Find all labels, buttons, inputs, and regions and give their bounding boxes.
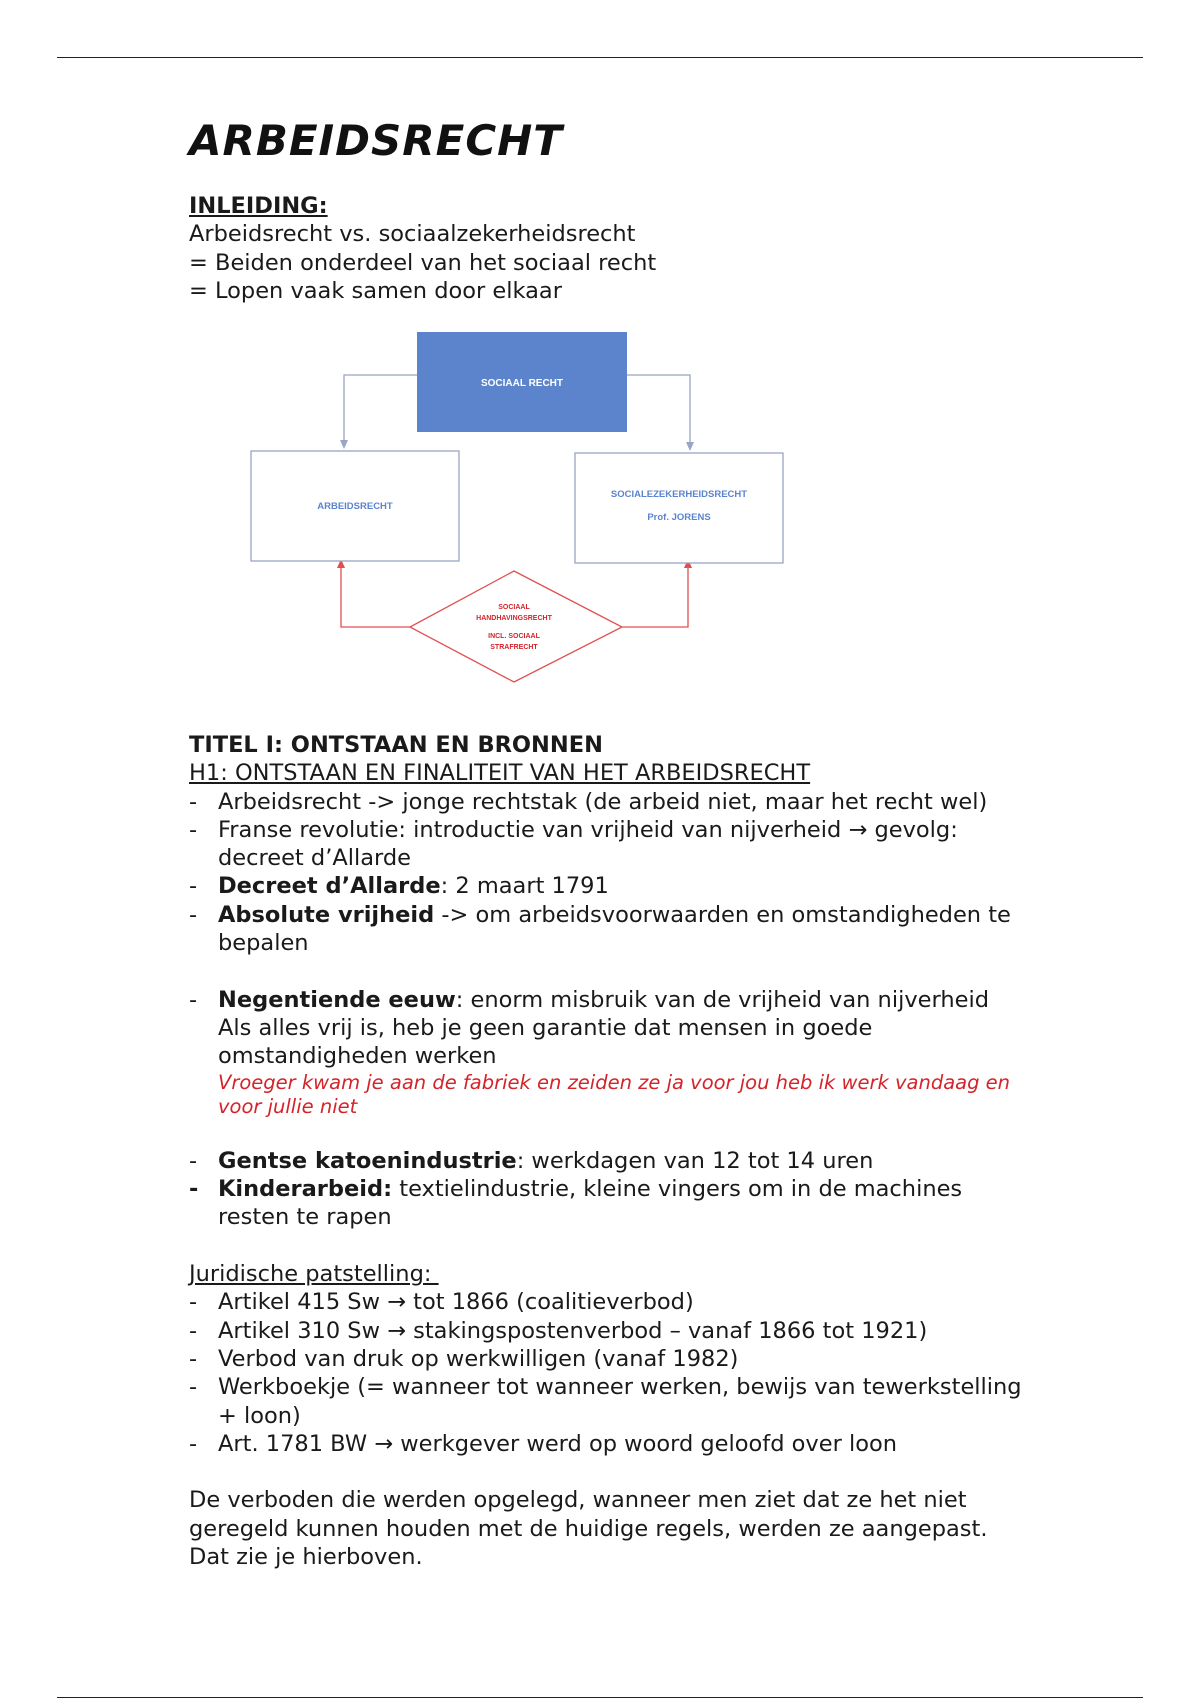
titel-heading: TITEL I: ONTSTAAN EN BRONNEN [189,732,603,758]
list-item: - Artikel 310 Sw → stakingspostenverbod – vanaf 1866 tot 1921) [189,1317,1089,1345]
sociaal-recht-diagram [222,318,812,696]
connector-top-left [344,375,417,443]
document-title: ARBEIDSRECHT [189,116,563,165]
intro-line: Arbeidsrecht vs. sociaalzekerheidsrecht [189,221,636,248]
titel-section [189,731,1089,1571]
list-item: - Werkboekje (= wanneer tot wanneer werken, bewijs van tewerkstelling + loon) [189,1373,1089,1430]
diamond-label-1: SOCIAAL [498,604,530,611]
list-item: - Art. 1781 BW → werkgever werd op woord geloofd over loon [189,1430,1089,1458]
box-socialezekerheidsrecht [575,453,783,563]
spacer [189,957,1089,985]
spacer [189,1119,1089,1147]
juridische-list [189,1288,1089,1458]
spacer [189,1232,1089,1260]
list-item: - Verbod van druk op werkwilligen (vanaf 1982) [189,1345,1089,1373]
list-item: - Absolute vrijheid -> om arbeidsvoorwaarden en omstandigheden te bepalen [189,901,1089,958]
list-item: - Negentiende eeuw: enorm misbruik van de vrijheid van nijverheid Als alles vrij is, heb je geen garantie dat mensen in goede omstandigheden werken Vroeger kwam je aan de fabriek en zeiden ze ja voor jou heb ik werk vandaag en voor jullie niet [189,986,1089,1119]
diamond-label-4: STRAFRECHT [490,644,538,651]
box-prof-label: Prof. JORENS [647,512,711,523]
list-item: - Kinderarbeid: textielindustrie, kleine vingers om in de machines resten te rapen [189,1175,1089,1232]
list-item: - Decreet d’Allarde: 2 maart 1791 [189,872,1089,900]
juridische-heading: Juridische patstelling: [189,1261,439,1288]
box-sociaal-recht-label: SOCIAAL RECHT [480,378,564,389]
connector-diamond-right [622,565,688,627]
page-content [189,112,1089,305]
history-list [189,788,1089,958]
intro-line: = Beiden onderdeel van het sociaal recht [189,249,657,276]
closing-paragraph-line: De verboden die werden opgelegd, wanneer men ziet dat ze het niet [189,1487,967,1514]
box-arbeidsrecht-label: ARBEIDSRECHT [317,501,393,512]
diamond-handhavingsrecht [410,571,622,682]
list-item: - Artikel 415 Sw → tot 1866 (coalitieverbod) [189,1288,1089,1316]
connector-top-right [627,375,690,445]
diamond-label-2: HANDHAVINGSRECHT [476,615,552,622]
spacer [189,1458,1089,1486]
arrow-head [340,440,348,449]
closing-paragraph-line: geregeld kunnen houden met de huidige regels, werden ze aangepast. [189,1515,988,1542]
connector-diamond-left [341,565,410,627]
arrow-head [686,442,694,451]
page-bottom-rule [57,1697,1143,1698]
intro-heading: INLEIDING: [189,193,328,219]
list-item: - Franse revolutie: introductie van vrijheid van nijverheid → gevolg: decreet d’Allarde [189,816,1089,873]
chapter-heading: H1: ONTSTAAN EN FINALITEIT VAN HET ARBEIDSRECHT [189,760,811,787]
nineteenth-century-list [189,986,1089,1119]
diamond-label-3: INCL. SOCIAAL [488,633,540,640]
box-socialezekerheidsrecht-label: SOCIALEZEKERHEIDSRECHT [610,489,748,500]
annotation-note: Vroeger kwam je aan de fabriek en zeiden ze ja voor jou heb ik werk vandaag en voor jullie niet [218,1070,1011,1118]
closing-paragraph-line: Dat zie je hierboven. [189,1544,423,1571]
industry-list [189,1147,1089,1232]
list-item: - Arbeidsrecht -> jonge rechtstak (de arbeid niet, maar het recht wel) [189,788,1089,816]
page-top-rule [57,57,1143,58]
list-item: - Gentse katoenindustrie: werkdagen van 12 tot 14 uren [189,1147,1089,1175]
intro-line: = Lopen vaak samen door elkaar [189,277,562,304]
